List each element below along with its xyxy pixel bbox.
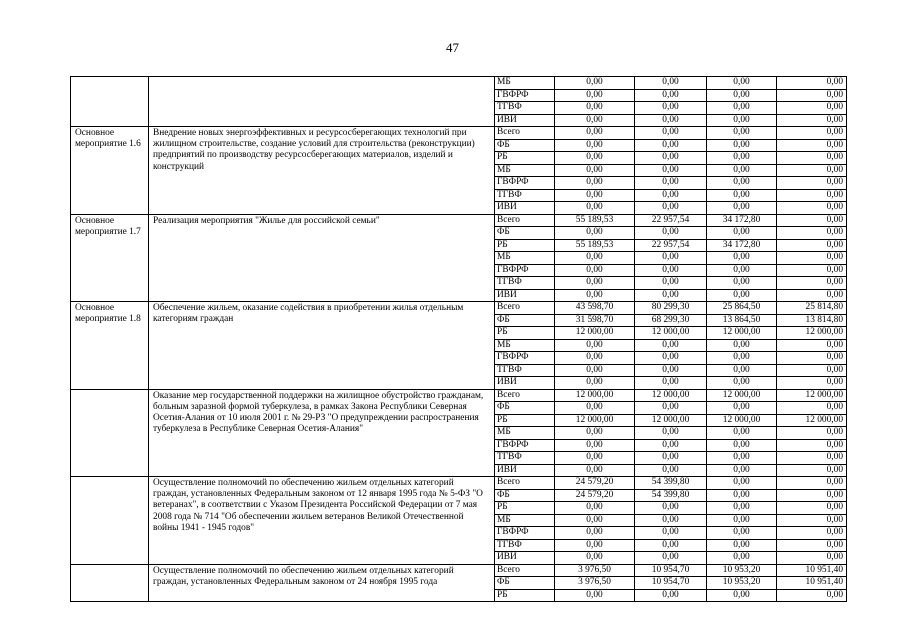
amount-cell: 0,00 — [635, 377, 707, 390]
amount-cell: 0,00 — [707, 277, 777, 290]
amount-cell: 54 399,80 — [635, 489, 707, 502]
amount-cell: 0,00 — [707, 264, 777, 277]
funding-source-cell: ТГВФ — [495, 364, 555, 377]
amount-cell: 12 000,00 — [635, 389, 707, 402]
funding-source-cell: МБ — [495, 164, 555, 177]
amount-cell: 12 000,00 — [707, 389, 777, 402]
funding-source-cell: ИВИ — [495, 464, 555, 477]
amount-cell: 0,00 — [555, 127, 635, 140]
amount-cell: 0,00 — [777, 502, 847, 515]
amount-cell: 0,00 — [707, 539, 777, 552]
amount-cell: 0,00 — [777, 127, 847, 140]
funding-source-cell: ИВИ — [495, 552, 555, 565]
amount-cell: 0,00 — [777, 102, 847, 115]
amount-cell: 12 000,00 — [635, 414, 707, 427]
amount-cell: 22 957,54 — [635, 239, 707, 252]
funding-source-cell: ГВФРФ — [495, 177, 555, 190]
measure-name-cell: Основное мероприятие 1.6 — [71, 127, 149, 215]
amount-cell: 0,00 — [555, 189, 635, 202]
amount-cell: 0,00 — [555, 102, 635, 115]
amount-cell: 0,00 — [707, 452, 777, 465]
amount-cell: 0,00 — [635, 464, 707, 477]
amount-cell: 0,00 — [777, 364, 847, 377]
amount-cell: 0,00 — [777, 264, 847, 277]
measure-name-cell: Основное мероприятие 1.7 — [71, 214, 149, 302]
amount-cell: 0,00 — [707, 252, 777, 265]
amount-cell: 12 000,00 — [555, 414, 635, 427]
amount-cell: 0,00 — [635, 277, 707, 290]
table-row — [71, 564, 847, 577]
event-description-cell: Осуществление полномочий по обеспечению жильем отдельных категорий граждан, установленных Федеральным законом от 24 ноября 1995 года — [149, 564, 495, 602]
amount-cell: 0,00 — [707, 514, 777, 527]
amount-cell: 0,00 — [777, 452, 847, 465]
amount-cell: 0,00 — [707, 114, 777, 127]
funding-source-cell: ТГВФ — [495, 102, 555, 115]
amount-cell: 0,00 — [635, 539, 707, 552]
measure-name-cell — [71, 77, 149, 127]
amount-cell: 0,00 — [635, 127, 707, 140]
amount-cell: 12 000,00 — [555, 389, 635, 402]
amount-cell: 0,00 — [707, 202, 777, 215]
funding-source-cell: ИВИ — [495, 114, 555, 127]
event-description-cell: Реализация мероприятия "Жилье для российской семьи" — [149, 214, 495, 302]
amount-cell: 43 598,70 — [555, 302, 635, 315]
amount-cell: 0,00 — [555, 589, 635, 602]
amount-cell: 0,00 — [555, 352, 635, 365]
amount-cell: 0,00 — [635, 527, 707, 540]
amount-cell: 0,00 — [707, 77, 777, 90]
amount-cell: 0,00 — [555, 252, 635, 265]
amount-cell: 0,00 — [635, 139, 707, 152]
amount-cell: 0,00 — [635, 252, 707, 265]
funding-source-cell: Всего — [495, 127, 555, 140]
measure-name-cell — [71, 477, 149, 565]
funding-source-cell: РБ — [495, 414, 555, 427]
table-row — [71, 389, 847, 402]
funding-source-cell: ФБ — [495, 489, 555, 502]
amount-cell: 25 814,80 — [777, 302, 847, 315]
amount-cell: 54 399,80 — [635, 477, 707, 490]
amount-cell: 0,00 — [777, 377, 847, 390]
amount-cell: 0,00 — [555, 402, 635, 415]
amount-cell: 0,00 — [555, 377, 635, 390]
amount-cell: 0,00 — [777, 252, 847, 265]
amount-cell: 22 957,54 — [635, 214, 707, 227]
funding-source-cell: ТГВФ — [495, 452, 555, 465]
amount-cell: 0,00 — [707, 352, 777, 365]
amount-cell: 0,00 — [777, 77, 847, 90]
event-description-cell — [149, 77, 495, 127]
amount-cell: 0,00 — [777, 427, 847, 440]
amount-cell: 0,00 — [777, 202, 847, 215]
amount-cell: 0,00 — [707, 464, 777, 477]
funding-source-cell: ИВИ — [495, 377, 555, 390]
amount-cell: 0,00 — [555, 227, 635, 240]
amount-cell: 0,00 — [707, 364, 777, 377]
amount-cell: 0,00 — [555, 527, 635, 540]
funding-source-cell: МБ — [495, 427, 555, 440]
amount-cell: 0,00 — [635, 89, 707, 102]
amount-cell: 0,00 — [555, 552, 635, 565]
table-row — [71, 302, 847, 315]
amount-cell: 0,00 — [635, 164, 707, 177]
amount-cell: 10 954,70 — [635, 577, 707, 590]
amount-cell: 0,00 — [635, 402, 707, 415]
amount-cell: 0,00 — [777, 589, 847, 602]
funding-source-cell: МБ — [495, 514, 555, 527]
event-description-cell: Обеспечение жильем, оказание содействия в приобретении жилья отдельным категориям граждан — [149, 302, 495, 390]
amount-cell: 0,00 — [635, 77, 707, 90]
amount-cell: 31 598,70 — [555, 314, 635, 327]
amount-cell: 0,00 — [555, 452, 635, 465]
funding-source-cell: РБ — [495, 589, 555, 602]
amount-cell: 0,00 — [707, 477, 777, 490]
amount-cell: 0,00 — [707, 439, 777, 452]
amount-cell: 0,00 — [777, 239, 847, 252]
amount-cell: 0,00 — [555, 77, 635, 90]
amount-cell: 13 814,80 — [777, 314, 847, 327]
amount-cell: 13 864,50 — [707, 314, 777, 327]
amount-cell: 0,00 — [777, 152, 847, 165]
funding-source-cell: Всего — [495, 302, 555, 315]
funding-source-cell: РБ — [495, 502, 555, 515]
amount-cell: 0,00 — [777, 139, 847, 152]
funding-source-cell: ИВИ — [495, 289, 555, 302]
amount-cell: 0,00 — [635, 102, 707, 115]
table-body — [71, 77, 847, 602]
amount-cell: 0,00 — [777, 164, 847, 177]
table-row — [71, 77, 847, 90]
funding-source-cell: ГВФРФ — [495, 352, 555, 365]
amount-cell: 0,00 — [777, 539, 847, 552]
page-number: 47 — [446, 40, 459, 55]
amount-cell: 0,00 — [555, 427, 635, 440]
amount-cell: 0,00 — [635, 289, 707, 302]
amount-cell: 0,00 — [707, 102, 777, 115]
amount-cell: 0,00 — [707, 427, 777, 440]
amount-cell: 12 000,00 — [777, 389, 847, 402]
amount-cell: 0,00 — [777, 339, 847, 352]
amount-cell: 0,00 — [707, 152, 777, 165]
funding-source-cell: ГВФРФ — [495, 439, 555, 452]
measure-name-cell — [71, 564, 149, 602]
amount-cell: 10 953,20 — [707, 564, 777, 577]
amount-cell: 0,00 — [707, 189, 777, 202]
funding-source-cell: РБ — [495, 239, 555, 252]
funding-source-cell: ТГВФ — [495, 277, 555, 290]
amount-cell: 0,00 — [555, 439, 635, 452]
amount-cell: 25 864,50 — [707, 302, 777, 315]
funding-source-cell: МБ — [495, 252, 555, 265]
amount-cell: 0,00 — [555, 277, 635, 290]
funding-source-cell: ФБ — [495, 227, 555, 240]
amount-cell: 12 000,00 — [707, 327, 777, 340]
amount-cell: 0,00 — [635, 339, 707, 352]
funding-source-cell: Всего — [495, 389, 555, 402]
event-description-cell: Осуществление полномочий по обеспечению жильем отдельных категорий граждан, установленных Федеральным законом от 12 января 1995 года № 5-ФЗ "О ветеранах", в соответствии с Указом Президента Российской Федерации от 7 мая 2008 года № 714 "Об обеспечении жильем ветеранов Великой Отечественной войны 1941 - 1945 годов" — [149, 477, 495, 565]
amount-cell: 12 000,00 — [777, 327, 847, 340]
amount-cell: 0,00 — [777, 352, 847, 365]
amount-cell: 10 954,70 — [635, 564, 707, 577]
amount-cell: 0,00 — [555, 464, 635, 477]
funding-source-cell: РБ — [495, 152, 555, 165]
amount-cell: 0,00 — [635, 502, 707, 515]
amount-cell: 0,00 — [555, 152, 635, 165]
amount-cell: 12 000,00 — [777, 414, 847, 427]
amount-cell: 0,00 — [777, 227, 847, 240]
amount-cell: 0,00 — [635, 514, 707, 527]
amount-cell: 0,00 — [707, 339, 777, 352]
table-row — [71, 127, 847, 140]
amount-cell: 0,00 — [777, 114, 847, 127]
amount-cell: 10 953,20 — [707, 577, 777, 590]
amount-cell: 0,00 — [707, 552, 777, 565]
amount-cell: 0,00 — [635, 589, 707, 602]
amount-cell: 55 189,53 — [555, 239, 635, 252]
amount-cell: 0,00 — [707, 402, 777, 415]
amount-cell: 34 172,80 — [707, 214, 777, 227]
funding-source-cell: Всего — [495, 477, 555, 490]
amount-cell: 0,00 — [707, 164, 777, 177]
amount-cell: 12 000,00 — [707, 414, 777, 427]
amount-cell: 0,00 — [707, 227, 777, 240]
funding-source-cell: ИВИ — [495, 202, 555, 215]
amount-cell: 0,00 — [707, 89, 777, 102]
amount-cell: 0,00 — [777, 477, 847, 490]
amount-cell: 0,00 — [777, 89, 847, 102]
funding-source-cell: ГВФРФ — [495, 264, 555, 277]
amount-cell: 0,00 — [635, 364, 707, 377]
amount-cell: 0,00 — [555, 164, 635, 177]
amount-cell: 0,00 — [777, 464, 847, 477]
funding-source-cell: МБ — [495, 339, 555, 352]
funding-source-cell: Всего — [495, 564, 555, 577]
amount-cell: 0,00 — [707, 127, 777, 140]
amount-cell: 0,00 — [555, 364, 635, 377]
funding-source-cell: ФБ — [495, 314, 555, 327]
amount-cell: 0,00 — [777, 289, 847, 302]
amount-cell: 80 299,30 — [635, 302, 707, 315]
funding-source-cell: МБ — [495, 77, 555, 90]
measure-name-cell — [71, 389, 149, 477]
amount-cell: 0,00 — [777, 402, 847, 415]
amount-cell: 0,00 — [555, 89, 635, 102]
amount-cell: 0,00 — [777, 489, 847, 502]
amount-cell: 0,00 — [555, 289, 635, 302]
amount-cell: 0,00 — [635, 427, 707, 440]
funding-source-cell: ФБ — [495, 402, 555, 415]
funding-source-cell: ФБ — [495, 139, 555, 152]
event-description-cell: Внедрение новых энергоэффективных и ресурсосберегающих технологий при жилищном строительстве, создание условий для строительства (реконструкции) предприятий по производству ресурсосберегающих материалов, изделий и конструкций — [149, 127, 495, 215]
amount-cell: 0,00 — [707, 589, 777, 602]
amount-cell: 10 951,40 — [777, 564, 847, 577]
amount-cell: 0,00 — [635, 552, 707, 565]
amount-cell: 0,00 — [777, 439, 847, 452]
funding-source-cell: ТГВФ — [495, 539, 555, 552]
funding-source-cell: Всего — [495, 214, 555, 227]
amount-cell: 3 976,50 — [555, 564, 635, 577]
funding-source-cell: ГВФРФ — [495, 527, 555, 540]
amount-cell: 0,00 — [635, 152, 707, 165]
amount-cell: 0,00 — [635, 264, 707, 277]
funding-source-cell: РБ — [495, 327, 555, 340]
amount-cell: 0,00 — [777, 552, 847, 565]
amount-cell: 0,00 — [555, 139, 635, 152]
table-row — [71, 477, 847, 490]
amount-cell: 0,00 — [555, 264, 635, 277]
amount-cell: 0,00 — [707, 489, 777, 502]
amount-cell: 0,00 — [777, 177, 847, 190]
amount-cell: 0,00 — [635, 439, 707, 452]
amount-cell: 0,00 — [555, 114, 635, 127]
amount-cell: 10 951,40 — [777, 577, 847, 590]
amount-cell: 0,00 — [635, 202, 707, 215]
amount-cell: 0,00 — [777, 277, 847, 290]
amount-cell: 0,00 — [635, 114, 707, 127]
amount-cell: 0,00 — [707, 289, 777, 302]
amount-cell: 0,00 — [707, 377, 777, 390]
amount-cell: 0,00 — [635, 189, 707, 202]
measure-name-cell: Основное мероприятие 1.8 — [71, 302, 149, 390]
amount-cell: 24 579,20 — [555, 489, 635, 502]
table-row — [71, 214, 847, 227]
amount-cell: 0,00 — [707, 177, 777, 190]
funding-source-cell: ГВФРФ — [495, 89, 555, 102]
amount-cell: 0,00 — [777, 214, 847, 227]
amount-cell: 0,00 — [555, 502, 635, 515]
amount-cell: 0,00 — [777, 514, 847, 527]
funding-source-cell: ТГВФ — [495, 189, 555, 202]
amount-cell: 68 299,30 — [635, 314, 707, 327]
funding-source-cell: ФБ — [495, 577, 555, 590]
event-description-cell: Оказание мер государственной поддержки на жилищное обустройство гражданам, больным заразной формой туберкулеза, в рамках Закона Республики Северная Осетия-Алания от 10 июля 2001 г. № 29-РЗ "О предупреждении распространения туберкулеза в Республике Северная Осетия-Алания" — [149, 389, 495, 477]
amount-cell: 34 172,80 — [707, 239, 777, 252]
budget-table — [70, 76, 847, 602]
amount-cell: 0,00 — [707, 502, 777, 515]
amount-cell: 0,00 — [707, 139, 777, 152]
amount-cell: 0,00 — [555, 539, 635, 552]
amount-cell: 0,00 — [635, 227, 707, 240]
amount-cell: 3 976,50 — [555, 577, 635, 590]
amount-cell: 24 579,20 — [555, 477, 635, 490]
amount-cell: 12 000,00 — [555, 327, 635, 340]
amount-cell: 0,00 — [635, 177, 707, 190]
amount-cell: 0,00 — [635, 452, 707, 465]
amount-cell: 0,00 — [555, 514, 635, 527]
amount-cell: 0,00 — [555, 202, 635, 215]
amount-cell: 0,00 — [777, 189, 847, 202]
amount-cell: 0,00 — [777, 527, 847, 540]
amount-cell: 55 189,53 — [555, 214, 635, 227]
amount-cell: 0,00 — [555, 177, 635, 190]
amount-cell: 0,00 — [635, 352, 707, 365]
amount-cell: 0,00 — [555, 339, 635, 352]
amount-cell: 0,00 — [707, 527, 777, 540]
amount-cell: 12 000,00 — [635, 327, 707, 340]
